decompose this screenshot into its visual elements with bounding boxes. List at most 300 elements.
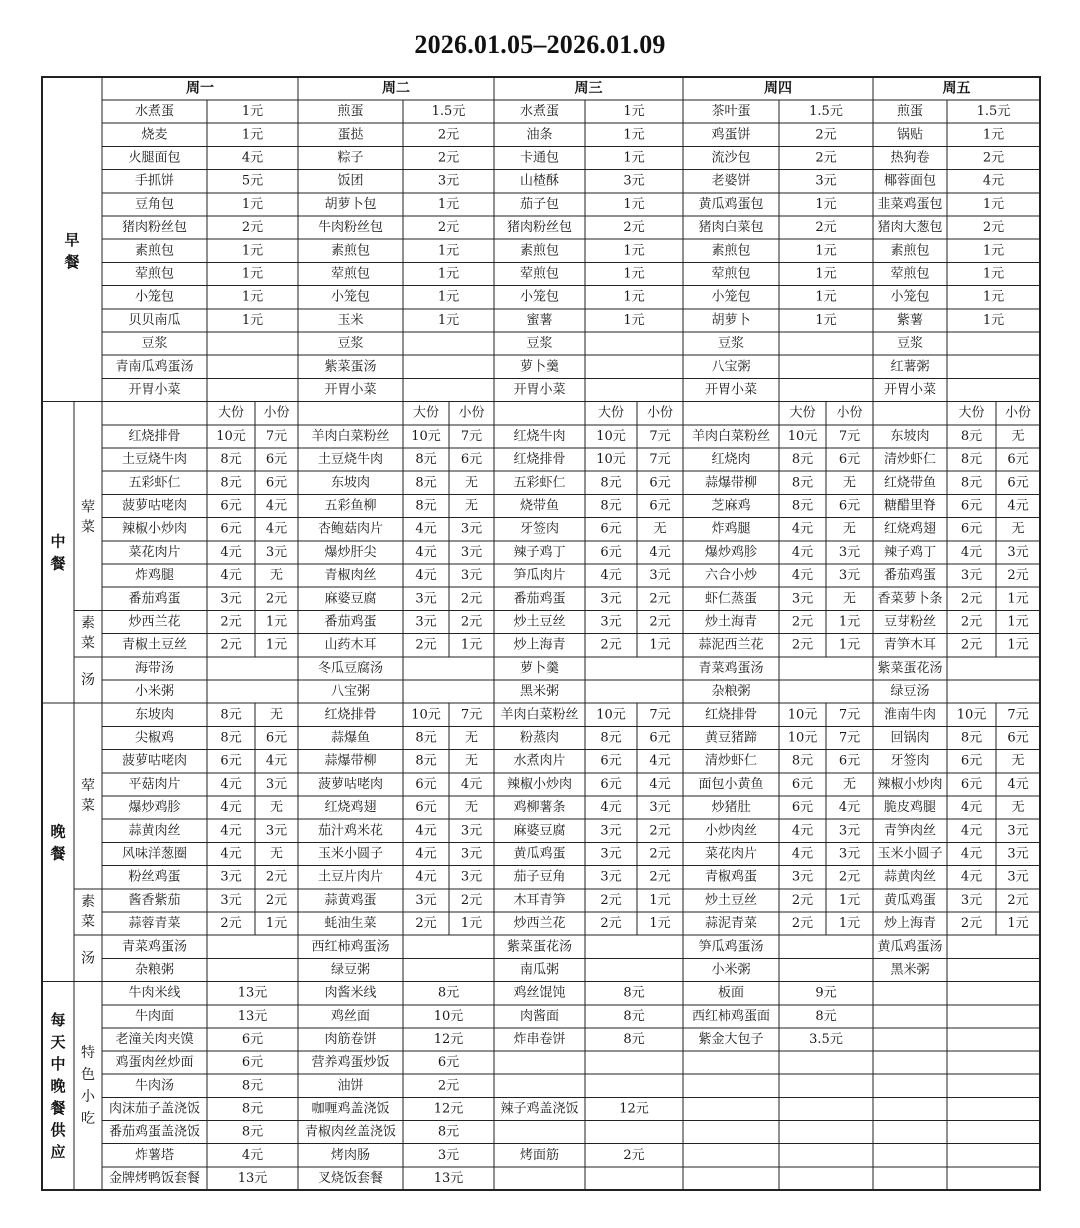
dish-name: 炒西兰花 <box>513 916 566 932</box>
dish-name: 黄瓜鸡蛋 <box>513 846 566 862</box>
price-large: 3元 <box>600 823 622 839</box>
price-large: 4元 <box>415 846 437 862</box>
price-large: 3元 <box>415 591 437 607</box>
dish-name: 六合小炒 <box>704 568 758 584</box>
price-small: 3元 <box>460 544 483 560</box>
price-large: 8元 <box>791 475 814 491</box>
snack-price: 8元 <box>241 1124 264 1140</box>
dish-name: 胡萝卜 <box>711 312 751 328</box>
price-small: 4元 <box>649 753 671 769</box>
snack-price: 3.5元 <box>809 1031 843 1047</box>
dish-name: 小笼包 <box>519 289 560 305</box>
price-large: 8元 <box>791 753 814 769</box>
price-large: 4元 <box>220 800 242 816</box>
price-large: 10元 <box>787 707 818 723</box>
dish-name: 辣椒小炒肉 <box>506 776 573 792</box>
dish-price: 2元 <box>241 220 264 236</box>
price-large: 4元 <box>960 869 983 885</box>
snack-name: 营养鸡蛋炒饭 <box>311 1055 390 1071</box>
price-large: 8元 <box>960 452 983 468</box>
dish-name: 红烧牛肉 <box>513 428 566 444</box>
dish-name: 牛肉粉丝包 <box>317 220 384 236</box>
dish-name: 茄子豆角 <box>513 869 566 885</box>
dish-name: 菠萝咕咾肉 <box>317 776 384 792</box>
price-small: 3元 <box>265 544 288 560</box>
price-large: 8元 <box>220 730 242 746</box>
snack-name: 炸串卷饼 <box>513 1031 566 1047</box>
price-large: 4元 <box>415 869 437 885</box>
price-large: 2元 <box>960 591 983 607</box>
price-small: 2元 <box>1007 568 1029 584</box>
price-small: 2元 <box>649 591 671 607</box>
price-large: 8元 <box>220 475 242 491</box>
dish-price: 1元 <box>437 289 460 305</box>
dish-name: 番茄鸡蛋 <box>324 614 377 630</box>
price-small: 无 <box>269 707 284 723</box>
price-small: 无 <box>842 776 857 792</box>
snack-name: 青椒肉丝盖浇饭 <box>304 1124 397 1140</box>
dish-price: 1元 <box>815 312 837 328</box>
meal-label-dinner: 晚 <box>50 822 66 841</box>
price-small: 7元 <box>838 707 861 723</box>
dish-name: 五彩虾仁 <box>128 475 181 491</box>
dish-name: 糖醋里脊 <box>883 498 937 514</box>
dish-price: 1元 <box>437 266 460 282</box>
price-small: 7元 <box>838 428 861 444</box>
dish-name: 炒猪肚 <box>711 800 751 816</box>
price-large: 4元 <box>220 823 242 839</box>
dish-name: 山药木耳 <box>324 637 377 653</box>
dish-name: 黄瓜鸡蛋包 <box>698 196 764 212</box>
dish-name: 青笋木耳 <box>883 637 937 653</box>
price-large: 4元 <box>220 776 242 792</box>
price-large: 8元 <box>415 452 437 468</box>
price-small: 2元 <box>265 869 288 885</box>
price-small: 1元 <box>1007 916 1029 932</box>
price-small: 6元 <box>265 452 288 468</box>
price-large: 4元 <box>600 568 622 584</box>
dish-price: 1元 <box>241 104 264 120</box>
price-small: 1元 <box>265 916 288 932</box>
dish-name: 炸鸡腿 <box>711 521 751 537</box>
snack-price: 6元 <box>241 1031 264 1047</box>
dish-name: 蒜蓉青菜 <box>128 916 181 932</box>
price-small: 3元 <box>460 521 483 537</box>
price-large: 6元 <box>220 498 242 514</box>
dish-name: 开胃小菜 <box>513 382 566 398</box>
price-small: 7元 <box>460 428 483 444</box>
price-small: 7元 <box>1007 707 1029 723</box>
price-large: 4元 <box>415 823 437 839</box>
price-large: 10元 <box>216 428 246 444</box>
price-small: 4元 <box>460 776 483 792</box>
soup-name: 黄瓜鸡蛋汤 <box>877 939 943 955</box>
dish-name: 炒土豆丝 <box>704 892 758 908</box>
price-small: 3元 <box>460 823 483 839</box>
price-large: 3元 <box>415 892 437 908</box>
price-small: 2元 <box>265 892 288 908</box>
dish-price: 1元 <box>437 312 460 328</box>
price-large: 8元 <box>960 428 983 444</box>
dish-name: 五彩虾仁 <box>513 475 566 491</box>
price-large: 8元 <box>600 498 622 514</box>
dish-name: 山楂酥 <box>519 173 560 189</box>
snack-price: 6元 <box>241 1055 264 1071</box>
price-small: 2元 <box>460 614 483 630</box>
snack-name: 鸡丝馄饨 <box>513 985 566 1001</box>
price-small: 2元 <box>265 591 288 607</box>
dish-name: 水煮蛋 <box>519 104 560 120</box>
dish-name: 流沙包 <box>711 150 751 166</box>
snack-price: 13元 <box>237 985 268 1001</box>
dish-price: 1元 <box>815 266 837 282</box>
dish-name: 青笋肉丝 <box>883 823 937 839</box>
dish-name: 萝卜羹 <box>519 359 560 375</box>
dish-name: 鸡蛋饼 <box>711 127 751 143</box>
size-header-large: 大份 <box>412 405 440 421</box>
dish-price: 1元 <box>982 289 1005 305</box>
dish-name: 黄瓜鸡蛋 <box>883 892 937 908</box>
dish-price: 5元 <box>241 173 264 189</box>
dish-price: 2元 <box>815 220 837 236</box>
dish-price: 4元 <box>982 173 1005 189</box>
price-small: 6元 <box>1007 475 1029 491</box>
price-large: 6元 <box>600 776 622 792</box>
price-large: 3元 <box>960 892 983 908</box>
day-header-4: 周四 <box>764 80 792 97</box>
snack-name: 辣子鸡盖浇饭 <box>500 1101 579 1117</box>
day-header-3: 周三 <box>574 80 603 97</box>
snack-price: 10元 <box>433 1008 464 1024</box>
dish-name: 东坡肉 <box>330 475 371 491</box>
dish-name: 番茄鸡蛋 <box>128 591 181 607</box>
size-header-small: 小份 <box>836 405 863 421</box>
category-label-special: 色 <box>81 1066 95 1083</box>
price-large: 3元 <box>415 614 437 630</box>
snack-price: 13元 <box>237 1008 268 1024</box>
snack-price: 8元 <box>437 985 460 1001</box>
meal-label-lunch: 餐 <box>50 554 66 573</box>
price-small: 7元 <box>265 428 288 444</box>
dish-name: 豆角包 <box>134 196 175 212</box>
snack-name: 烤肉肠 <box>330 1147 371 1163</box>
snack-price: 12元 <box>433 1031 464 1047</box>
price-small: 6元 <box>265 730 288 746</box>
dish-name: 豆浆 <box>717 336 745 352</box>
dish-price: 1元 <box>982 196 1005 212</box>
dish-name: 东坡肉 <box>134 707 175 723</box>
meal-label-special: 晚 <box>50 1076 66 1095</box>
price-large: 4元 <box>791 568 814 584</box>
price-large: 4元 <box>415 521 437 537</box>
dish-name: 清炒虾仁 <box>704 753 758 769</box>
price-large: 2元 <box>960 916 983 932</box>
price-small: 4元 <box>1007 498 1029 514</box>
dish-name: 韭菜鸡蛋包 <box>877 196 943 212</box>
dish-name: 豆浆 <box>337 336 364 352</box>
dish-name: 菠萝咕咾肉 <box>121 498 188 514</box>
dish-price: 1元 <box>815 243 837 259</box>
size-header-large: 大份 <box>958 405 985 421</box>
price-large: 2元 <box>960 614 983 630</box>
meal-label-special: 天 <box>50 1032 66 1051</box>
price-large: 2元 <box>220 637 242 653</box>
dish-name: 老婆饼 <box>711 173 751 189</box>
price-small: 无 <box>464 475 479 491</box>
price-large: 8元 <box>415 730 437 746</box>
dish-name: 猪肉粉丝包 <box>121 220 188 236</box>
dish-name: 胡萝卜包 <box>324 196 377 212</box>
dish-name: 紫薯 <box>896 312 924 328</box>
price-small: 无 <box>269 800 284 816</box>
price-large: 8元 <box>220 452 242 468</box>
meal-label-breakfast: 餐 <box>64 252 80 271</box>
category-label-veg: 菜 <box>81 635 95 652</box>
dish-name: 荤煎包 <box>711 266 751 282</box>
dish-name: 烧带鱼 <box>519 498 560 514</box>
dish-price: 1元 <box>241 266 264 282</box>
price-large: 4元 <box>960 846 983 862</box>
dish-name: 蛋挞 <box>337 127 364 143</box>
dish-name: 小笼包 <box>134 289 175 305</box>
dish-name: 黄豆猪蹄 <box>704 730 758 746</box>
dish-name: 面包小黄鱼 <box>698 776 764 792</box>
price-large: 3元 <box>600 591 622 607</box>
price-small: 6元 <box>1007 730 1029 746</box>
snack-price: 9元 <box>815 985 837 1001</box>
dish-price: 1.5元 <box>976 104 1011 120</box>
dish-name: 青椒鸡蛋 <box>704 869 758 885</box>
dish-price: 2元 <box>437 150 460 166</box>
dish-name: 煎蛋 <box>337 104 364 120</box>
size-header-large: 大份 <box>789 405 816 421</box>
dish-name: 锅贴 <box>896 127 924 143</box>
price-small: 4元 <box>265 498 288 514</box>
dish-name: 热狗卷 <box>890 150 930 166</box>
price-large: 8元 <box>791 498 814 514</box>
dish-price: 3元 <box>437 173 460 189</box>
price-large: 6元 <box>960 753 983 769</box>
price-small: 7元 <box>649 452 671 468</box>
snack-price: 2元 <box>437 1078 460 1094</box>
dish-name: 炸鸡腿 <box>134 568 175 584</box>
dish-name: 玉米 <box>337 312 364 328</box>
snack-price: 8元 <box>623 1031 645 1047</box>
snack-name: 肉筋卷饼 <box>324 1031 377 1047</box>
price-large: 2元 <box>600 892 622 908</box>
dish-price: 1元 <box>982 266 1005 282</box>
dish-name: 豆浆 <box>896 336 924 352</box>
price-large: 3元 <box>960 568 983 584</box>
dish-price: 1元 <box>623 150 645 166</box>
dish-name: 荤煎包 <box>519 266 560 282</box>
snack-price: 8元 <box>437 1124 460 1140</box>
dish-price: 4元 <box>241 150 264 166</box>
price-small: 6元 <box>838 452 861 468</box>
meal-label-dinner: 餐 <box>50 844 66 863</box>
meal-label-special: 中 <box>50 1054 66 1073</box>
dish-name: 开胃小菜 <box>704 382 758 398</box>
price-small: 2元 <box>838 869 861 885</box>
dish-name: 茶叶蛋 <box>711 104 751 120</box>
dish-name: 脆皮鸡腿 <box>883 800 937 816</box>
category-label-meat: 荤 <box>81 499 95 516</box>
price-large: 6元 <box>960 498 983 514</box>
price-small: 3元 <box>460 846 483 862</box>
price-large: 4元 <box>220 568 242 584</box>
dish-name: 紫菜蛋汤 <box>324 359 377 375</box>
price-small: 3元 <box>838 846 861 862</box>
dish-name: 水煮蛋 <box>134 104 175 120</box>
snack-name: 鸡蛋肉丝炒面 <box>115 1055 194 1071</box>
dish-name: 红烧排骨 <box>513 452 566 468</box>
price-large: 6元 <box>960 521 983 537</box>
size-header-small: 小份 <box>458 405 485 421</box>
dish-name: 平菇肉片 <box>128 776 181 792</box>
size-header-small: 小份 <box>1004 405 1032 421</box>
price-large: 6元 <box>960 776 983 792</box>
price-large: 8元 <box>600 475 622 491</box>
category-label-special: 小 <box>81 1088 95 1105</box>
dish-name: 青椒土豆丝 <box>121 637 188 653</box>
dish-name: 菜花肉片 <box>704 846 758 862</box>
dish-name: 爆炒鸡胗 <box>128 800 181 816</box>
price-large: 4元 <box>415 544 437 560</box>
dish-name: 淮南牛肉 <box>883 707 937 723</box>
dish-price: 1元 <box>623 127 645 143</box>
price-small: 4元 <box>1007 776 1029 792</box>
price-large: 8元 <box>415 475 437 491</box>
price-small: 6元 <box>649 730 671 746</box>
price-large: 3元 <box>220 591 242 607</box>
dish-name: 豆芽粉丝 <box>883 614 937 630</box>
price-small: 2元 <box>1007 892 1029 908</box>
snack-name: 肉沫茄子盖浇饭 <box>108 1101 201 1117</box>
price-large: 10元 <box>787 730 818 746</box>
snack-name: 烤面筋 <box>519 1147 560 1163</box>
soup-name: 青菜鸡蛋汤 <box>121 939 188 955</box>
dish-name: 杏鲍菇肉片 <box>317 521 384 537</box>
price-small: 4元 <box>649 544 671 560</box>
dish-name: 猪肉白菜包 <box>698 220 764 236</box>
price-small: 3元 <box>649 800 671 816</box>
price-large: 3元 <box>791 591 814 607</box>
dish-name: 番茄鸡蛋 <box>513 591 566 607</box>
size-header-large: 大份 <box>597 405 625 421</box>
price-large: 2元 <box>791 892 814 908</box>
dish-name: 椰蓉面包 <box>883 173 937 189</box>
price-small: 6元 <box>838 753 861 769</box>
dish-name: 辣椒小炒肉 <box>121 521 188 537</box>
dish-price: 2元 <box>623 220 645 236</box>
dish-price: 1元 <box>623 104 645 120</box>
dish-name: 酱香紫茄 <box>128 892 181 908</box>
dish-name: 炒土豆丝 <box>513 614 566 630</box>
meal-label-special: 餐 <box>50 1098 66 1117</box>
dish-price: 1元 <box>241 127 264 143</box>
dish-name: 麻婆豆腐 <box>513 823 566 839</box>
price-large: 4元 <box>791 521 814 537</box>
dish-name: 红薯粥 <box>890 359 930 375</box>
dish-price: 1元 <box>623 196 645 212</box>
price-large: 6元 <box>791 776 814 792</box>
category-label-soup: 汤 <box>81 672 95 688</box>
price-large: 10元 <box>411 707 441 723</box>
price-small: 1元 <box>1007 591 1029 607</box>
day-header-2: 周二 <box>382 80 410 97</box>
meal-label-special: 每 <box>50 1010 66 1029</box>
dish-name: 红烧肉 <box>711 452 751 468</box>
day-header-5: 周五 <box>942 80 971 97</box>
price-small: 无 <box>464 498 479 514</box>
soup-name: 小米粥 <box>711 962 751 978</box>
dish-name: 笋瓜肉片 <box>513 568 566 584</box>
dish-name: 开胃小菜 <box>883 382 937 398</box>
dish-name: 辣子鸡丁 <box>883 544 937 560</box>
day-header-1: 周一 <box>186 80 214 97</box>
snack-price: 8元 <box>623 1008 645 1024</box>
soup-name: 冬瓜豆腐汤 <box>317 660 384 676</box>
price-small: 2元 <box>649 614 671 630</box>
dish-name: 清炒虾仁 <box>883 452 937 468</box>
dish-name: 土豆烧牛肉 <box>121 452 188 468</box>
price-small: 无 <box>653 521 667 537</box>
dish-name: 卡通包 <box>519 150 560 166</box>
price-small: 无 <box>842 591 857 607</box>
soup-name: 南瓜粥 <box>519 962 560 978</box>
dish-price: 2元 <box>815 150 837 166</box>
dish-name: 红烧排骨 <box>704 707 758 723</box>
dish-name: 蒜爆带柳 <box>324 753 377 769</box>
price-large: 4元 <box>960 823 983 839</box>
price-small: 1元 <box>1007 637 1029 653</box>
dish-name: 菜花肉片 <box>128 544 181 560</box>
price-large: 10元 <box>411 428 441 444</box>
dish-name: 五彩鱼柳 <box>324 498 377 514</box>
dish-name: 炒西兰花 <box>128 614 181 630</box>
dish-name: 羊肉白菜粉丝 <box>311 428 390 444</box>
dish-name: 开胃小菜 <box>128 382 181 398</box>
dish-price: 1元 <box>241 289 264 305</box>
dish-name: 红烧排骨 <box>324 707 377 723</box>
price-large: 2元 <box>960 637 983 653</box>
dish-price: 1元 <box>815 196 837 212</box>
dish-price: 1元 <box>982 312 1005 328</box>
dish-price: 1.5元 <box>431 104 466 120</box>
price-large: 10元 <box>596 707 626 723</box>
category-label-meat: 荤 <box>81 778 95 794</box>
snack-name: 鸡丝面 <box>330 1008 371 1024</box>
price-large: 2元 <box>600 916 622 932</box>
dish-name: 炒土海青 <box>704 614 758 630</box>
snack-name: 金牌烤鸭饭套餐 <box>108 1170 201 1186</box>
snack-price: 3元 <box>437 1147 460 1163</box>
price-small: 6元 <box>649 475 671 491</box>
dish-price: 3元 <box>623 173 645 189</box>
snack-price: 2元 <box>623 1147 645 1163</box>
snack-price: 4元 <box>241 1147 264 1163</box>
dish-name: 烧麦 <box>141 127 168 143</box>
size-header-large: 大份 <box>217 405 245 421</box>
price-large: 8元 <box>600 730 622 746</box>
price-small: 4元 <box>838 800 861 816</box>
dish-name: 蒜黄肉丝 <box>883 869 937 885</box>
snack-price: 12元 <box>433 1101 464 1117</box>
soup-name: 萝卜羹 <box>519 660 560 676</box>
price-large: 4元 <box>220 846 242 862</box>
dish-name: 蚝油生菜 <box>324 916 377 932</box>
soup-name: 青菜鸡蛋汤 <box>698 660 764 676</box>
